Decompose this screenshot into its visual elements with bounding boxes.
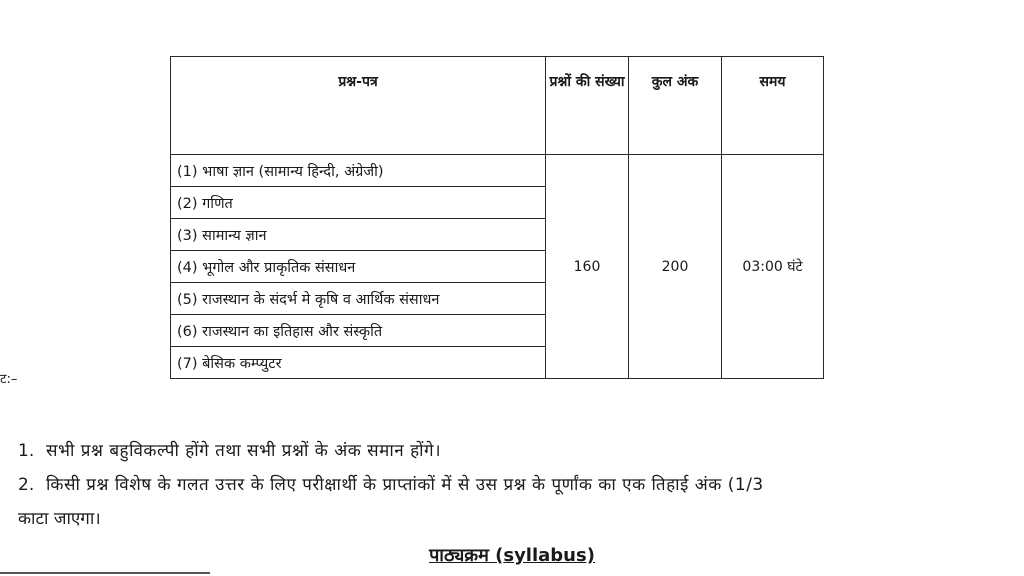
rule-text: किसी प्रश्न विशेष के गलत उत्तर के लिए परीक्षार्थी के प्राप्तांकों में से उस प्रश्न के पूर्णांक का एक तिहाई अंक (1/3: [46, 475, 764, 495]
footer-divider: [0, 572, 210, 574]
subject-cell: (6) राजस्थान का इतिहास और संस्कृति: [171, 315, 546, 347]
exam-pattern-table: [170, 56, 824, 379]
rule-number: 2.: [18, 475, 35, 495]
subject-cell: (1) भाषा ज्ञान (सामान्य हिन्दी, अंग्रेजी): [171, 155, 546, 187]
rules-list: [18, 434, 1018, 536]
syllabus-heading: पाठ्यक्रम (syllabus): [429, 545, 595, 566]
question-count-cell: 160: [546, 155, 629, 379]
subject-cell: (5) राजस्थान के संदर्भ मे कृषि व आर्थिक संसाधन: [171, 283, 546, 315]
header-question-count: प्रश्नों की संख्या: [546, 57, 629, 155]
header-time: समय: [722, 57, 824, 155]
table-row: [171, 155, 824, 187]
total-marks-cell: 200: [629, 155, 722, 379]
rule-text: सभी प्रश्न बहुविकल्पी होंगे तथा सभी प्रश्नों के अंक समान होंगे।: [46, 441, 442, 461]
header-paper: प्रश्न-पत्र: [171, 57, 546, 155]
rule-continuation: काटा जाएगा।: [18, 509, 101, 529]
rule-item: [18, 434, 1018, 468]
rule-item: [18, 468, 1018, 502]
header-total-marks: कुल अंक: [629, 57, 722, 155]
table-header-row: [171, 57, 824, 155]
subject-cell: (4) भूगोल और प्राकृतिक संसाधन: [171, 251, 546, 283]
rule-number: 1.: [18, 441, 35, 461]
subject-cell: (7) बेसिक कम्प्युटर: [171, 347, 546, 379]
subject-cell: (3) सामान्य ज्ञान: [171, 219, 546, 251]
duration-cell: 03:00 घंटे: [722, 155, 824, 379]
subject-cell: (2) गणित: [171, 187, 546, 219]
note-label: ट:–: [0, 372, 18, 387]
